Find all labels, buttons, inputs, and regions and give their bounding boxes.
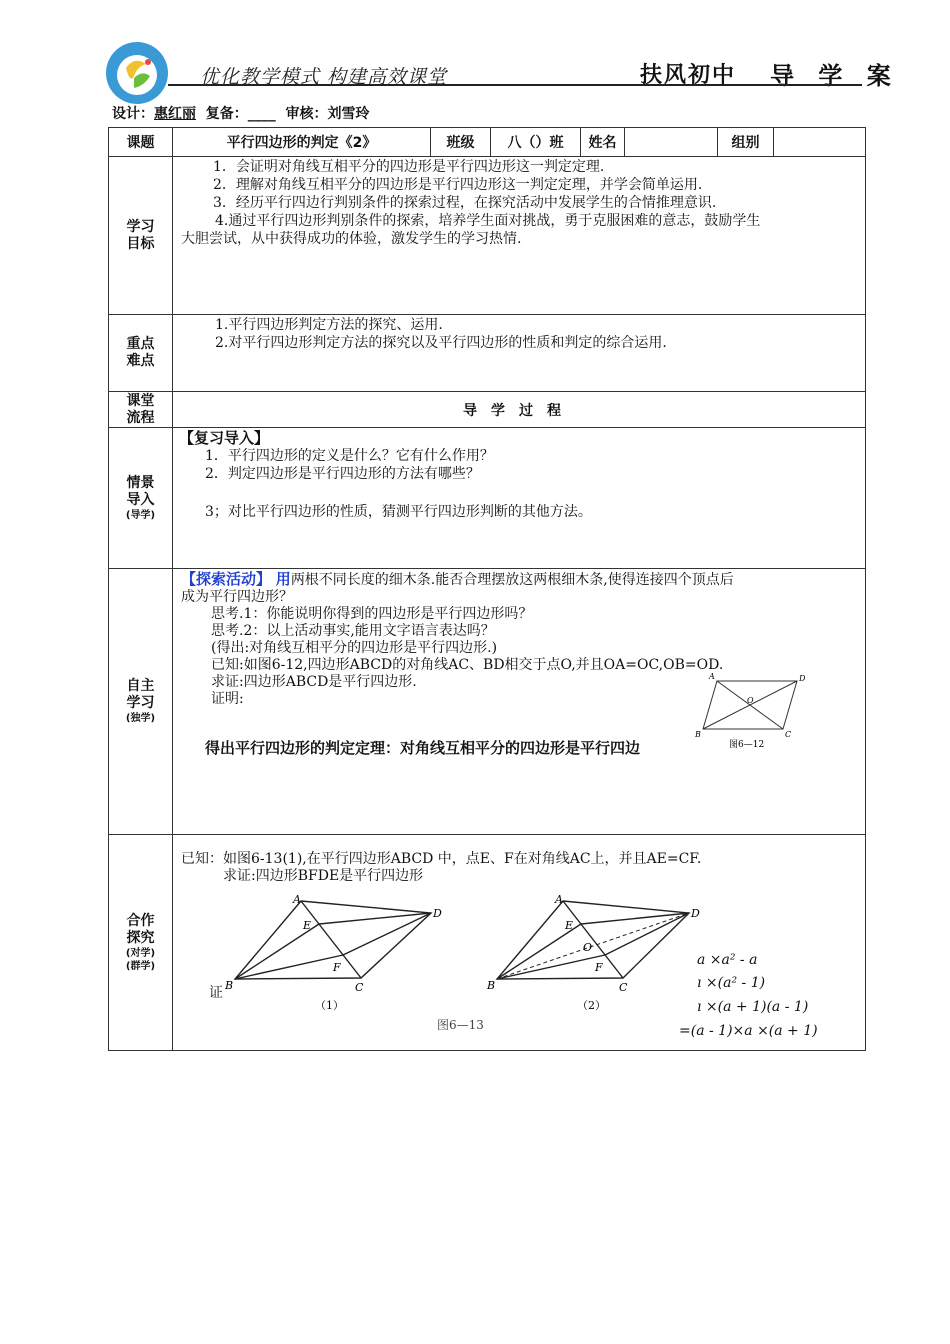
selfstudy-label: 自主 学习 (独学) xyxy=(109,569,173,835)
fig1-caption: （1） xyxy=(315,999,344,1012)
coop-proof-fragment: 证 xyxy=(209,985,223,1001)
coop-content xyxy=(173,835,866,1051)
name-label: 姓名 xyxy=(581,128,625,157)
keypoints-row xyxy=(109,315,866,392)
keypoint-1: 1.平行四边形判定方法的探究、运用. xyxy=(215,317,443,333)
coop-prove: 求证:四边形BFDE是平行四边形 xyxy=(223,868,424,884)
formula-4: =(a - 1)×a ×(a + 1) xyxy=(679,1023,818,1039)
fig2-label-e: E xyxy=(565,919,574,932)
formula-3: ı ×(a + 1)(a - 1) xyxy=(697,999,809,1015)
intro-q2: 2．判定四边形是平行四边形的方法有哪些？ xyxy=(205,466,480,482)
fig1-diagonal-ac xyxy=(301,901,361,978)
objective-1: 1．会证明对角线互相平分的四边形是平行四边形这一判定定理. xyxy=(213,159,605,175)
group-field[interactable] xyxy=(774,128,866,157)
label-d: D xyxy=(799,674,806,683)
selfstudy-content xyxy=(173,569,866,835)
keypoints-content xyxy=(173,315,866,392)
intro-q1: 1．平行四边形的定义是什么？它有什么作用？ xyxy=(205,448,494,464)
topic-value: 平行四边形的判定《2》 xyxy=(173,128,431,157)
figure-6-13-2 xyxy=(485,893,705,1013)
keypoints-label: 重点 难点 xyxy=(109,315,173,392)
coop-figure-caption: 图6—13 xyxy=(437,1018,484,1032)
lesson-table xyxy=(108,127,866,1051)
class-value: 八（）班 xyxy=(491,128,581,157)
designer: 惠红丽 xyxy=(154,106,196,122)
explore-line2: 成为平行四边形？ xyxy=(181,589,293,605)
keypoint-2: 2.对平行四边形判定方法的探究以及平行四边形的性质和判定的综合运用. xyxy=(215,335,667,351)
class-label: 班级 xyxy=(431,128,491,157)
review-label: 复备： xyxy=(205,106,248,122)
school-name: 扶风初中 xyxy=(640,62,737,88)
flow-label: 课堂 流程 xyxy=(109,392,173,428)
objective-4-cont: 大胆尝试，从中获得成功的体验，激发学生的学习热情. xyxy=(181,231,522,247)
explore-heading: 【探索活动】 xyxy=(181,570,272,588)
fig1-label-e: E xyxy=(303,919,312,932)
fig1-segment-ed xyxy=(319,913,431,924)
fig2-label-a: A xyxy=(555,893,563,906)
intro-content xyxy=(173,428,866,569)
intro-q3: 3；对比平行四边形的性质，猜测平行四边形判断的其他方法。 xyxy=(205,504,592,520)
fig2-label-d: D xyxy=(691,907,700,920)
fig2-segment-be xyxy=(497,924,581,979)
fig2-label-o: O xyxy=(583,941,593,954)
formula-2: ı ×(a² - 1) xyxy=(697,975,766,991)
label-c: C xyxy=(785,730,792,739)
coop-label: 合作 探究 (对学) (群学) xyxy=(109,835,173,1051)
fig1-label-d: D xyxy=(433,907,442,920)
school-logo xyxy=(104,40,170,106)
fig1-label-a: A xyxy=(293,893,301,906)
explore-line1: 【探索活动】 用两根不同长度的细木条.能否合理摆放这两根细木条,使得连接四个顶点后 xyxy=(181,570,734,588)
objectives-row xyxy=(109,157,866,315)
objective-4: 4.通过平行四边形判别条件的探索，培养学生面对挑战，勇于克服困难的意志，鼓励学生 xyxy=(215,213,761,229)
label-b: B xyxy=(695,730,701,739)
prove-612: 求证:四边形ABCD是平行四边形. xyxy=(211,674,417,690)
review-blank: ____ xyxy=(247,106,276,122)
objectives-content xyxy=(173,157,866,315)
fig2-label-b: B xyxy=(487,979,496,992)
audit-label: 审核： xyxy=(285,106,328,122)
given-612: 已知:如图6-12,四边形ABCD的对角线AC、BD相交于点O,并且OA=OC,OB=OD. xyxy=(211,657,724,673)
formula-1: a ×a² - a xyxy=(697,952,758,968)
title-row xyxy=(109,128,866,157)
topic-label: 课题 xyxy=(109,128,173,157)
figure-6-13-1 xyxy=(223,893,443,1013)
fig2-label-f: F xyxy=(595,961,603,974)
credits xyxy=(112,103,370,123)
doc-type: 导 学 案 xyxy=(770,61,899,90)
label-o: O xyxy=(747,696,754,705)
coop-row xyxy=(109,835,866,1051)
figure-6-12 xyxy=(691,673,811,751)
coop-given: 已知：如图6-13(1),在平行四边形ABCD 中，点E、F在对角线AC上，并且AE=CF. xyxy=(181,851,702,867)
proof-612: 证明: xyxy=(211,691,244,707)
group-label: 组别 xyxy=(718,128,774,157)
think-2: 思考.2：以上活动事实,能用文字语言表达吗？ xyxy=(211,623,495,639)
diagonal-bd xyxy=(703,681,797,729)
objective-3: 3．经历平行四边行判别条件的探索过程，在探究活动中发展学生的合情推理意识. xyxy=(213,195,717,211)
objectives-label: 学习 目标 xyxy=(109,157,173,315)
think-1: 思考.1：你能说明你得到的四边形是平行四边形吗？ xyxy=(211,606,533,622)
figure-caption-612: 图6—12 xyxy=(729,740,765,750)
fig2-diagonal-ac xyxy=(563,901,623,978)
fig1-label-b: B xyxy=(225,979,234,992)
design-label: 设计： xyxy=(112,106,154,122)
selfstudy-row xyxy=(109,569,866,835)
fig1-segment-fd xyxy=(343,913,431,955)
flow-title: 导学过程 xyxy=(173,392,866,428)
slogan: 优化教学模式 构建高效课堂 xyxy=(200,66,448,88)
theorem-conclusion: 得出平行四边形的判定定理：对角线互相平分的四边形是平行四边 xyxy=(205,739,641,757)
fig1-segment-bf xyxy=(235,955,343,979)
flow-row xyxy=(109,392,866,428)
intro-label: 情景 导入 (导学) xyxy=(109,428,173,569)
fig2-segment-fd xyxy=(605,913,689,955)
intro-heading: 【复习导入】 xyxy=(179,429,270,447)
fig2-caption: （2） xyxy=(577,999,606,1012)
fig1-label-f: F xyxy=(333,961,341,974)
intro-row xyxy=(109,428,866,569)
header-rule xyxy=(168,84,862,86)
auditor: 刘雪玲 xyxy=(327,106,370,122)
objective-2: 2．理解对角线互相平分的四边形是平行四边形这一判定定理，并学会简单运用. xyxy=(213,177,703,193)
fig2-label-c: C xyxy=(619,981,628,994)
fig1-label-c: C xyxy=(355,981,364,994)
derive-note: (得出:对角线互相平分的四边形是平行四边形.) xyxy=(211,640,498,656)
fig1-segment-be xyxy=(235,924,319,979)
label-a: A xyxy=(709,673,715,681)
logo-emblem-icon xyxy=(104,40,170,106)
name-field[interactable] xyxy=(625,128,718,157)
fig2-segment-bf xyxy=(497,955,605,979)
